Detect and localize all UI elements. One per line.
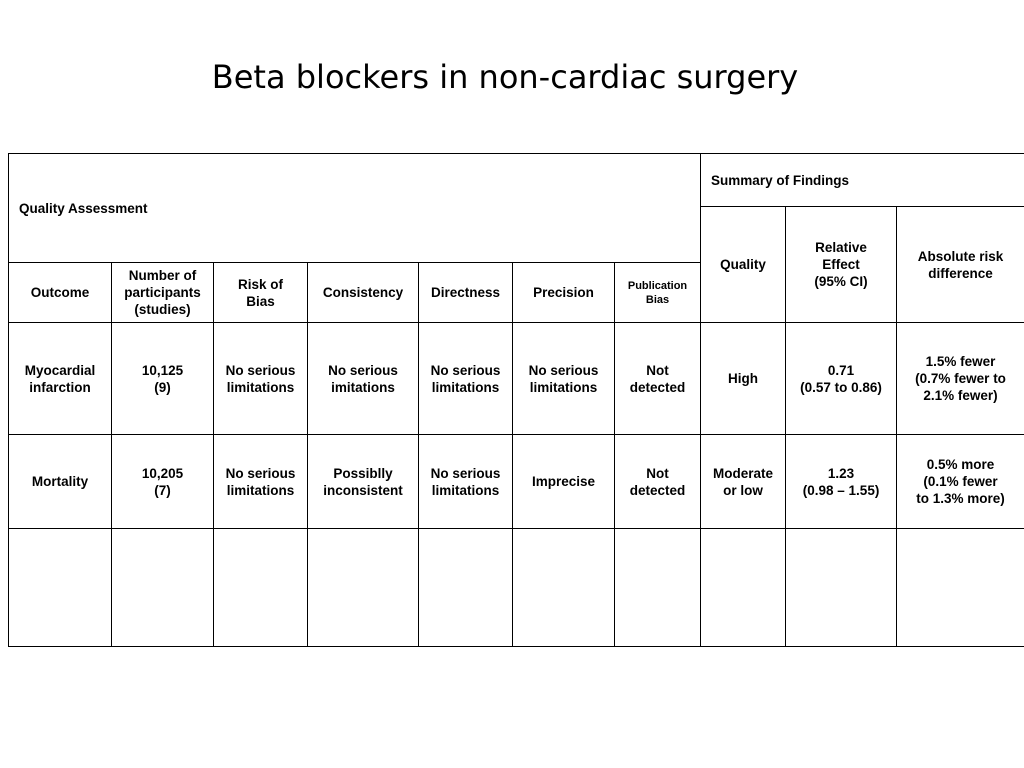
empty-cell bbox=[112, 529, 214, 647]
empty-cell bbox=[513, 529, 615, 647]
column-header-outcome: Outcome bbox=[9, 263, 112, 323]
cell-publication-bias: Not detected bbox=[615, 323, 701, 435]
cell-directness: No serious limitations bbox=[419, 435, 513, 529]
cell-risk-of-bias: No serious limitations bbox=[214, 323, 308, 435]
quality-assessment-header: Quality Assessment bbox=[9, 154, 701, 263]
empty-cell bbox=[615, 529, 701, 647]
cell-outcome: Mortality bbox=[9, 435, 112, 529]
cell-absolute-risk: 0.5% more (0.1% fewer to 1.3% more) bbox=[897, 435, 1024, 529]
column-header-consistency: Consistency bbox=[308, 263, 419, 323]
cell-relative-effect: 0.71 (0.57 to 0.86) bbox=[786, 323, 897, 435]
cell-consistency: No serious imitations bbox=[308, 323, 419, 435]
column-header-quality: Quality bbox=[701, 207, 786, 323]
cell-relative-effect: 1.23 (0.98 – 1.55) bbox=[786, 435, 897, 529]
cell-absolute-risk: 1.5% fewer (0.7% fewer to 2.1% fewer) bbox=[897, 323, 1024, 435]
cell-risk-of-bias: No serious limitations bbox=[214, 435, 308, 529]
grade-evidence-table bbox=[8, 153, 1024, 647]
cell-publication-bias: Not detected bbox=[615, 435, 701, 529]
column-header-participants: Number of participants (studies) bbox=[112, 263, 214, 323]
column-header-publication-bias: Publication Bias bbox=[615, 263, 701, 323]
empty-cell bbox=[701, 529, 786, 647]
cell-outcome: Myocardial infarction bbox=[9, 323, 112, 435]
cell-quality: Moderate or low bbox=[701, 435, 786, 529]
column-header-precision: Precision bbox=[513, 263, 615, 323]
cell-participants: 10,125 (9) bbox=[112, 323, 214, 435]
column-header-absolute-risk: Absolute risk difference bbox=[897, 207, 1024, 323]
table-row bbox=[9, 435, 1024, 529]
empty-cell bbox=[214, 529, 308, 647]
empty-cell bbox=[786, 529, 897, 647]
cell-quality: High bbox=[701, 323, 786, 435]
empty-table-row bbox=[9, 529, 1024, 647]
column-header-directness: Directness bbox=[419, 263, 513, 323]
empty-cell bbox=[308, 529, 419, 647]
table-row bbox=[9, 323, 1024, 435]
cell-consistency: Possiblly inconsistent bbox=[308, 435, 419, 529]
empty-cell bbox=[419, 529, 513, 647]
cell-precision: No serious limitations bbox=[513, 323, 615, 435]
header-row-groups bbox=[9, 154, 1024, 207]
column-header-relative-effect: Relative Effect (95% CI) bbox=[786, 207, 897, 323]
cell-directness: No serious limitations bbox=[419, 323, 513, 435]
summary-of-findings-header: Summary of Findings bbox=[701, 154, 1024, 207]
page-title: Beta blockers in non-cardiac surgery bbox=[211, 58, 799, 96]
cell-precision: Imprecise bbox=[513, 435, 615, 529]
empty-cell bbox=[9, 529, 112, 647]
cell-participants: 10,205 (7) bbox=[112, 435, 214, 529]
column-header-risk-of-bias: Risk of Bias bbox=[214, 263, 308, 323]
empty-cell bbox=[897, 529, 1024, 647]
